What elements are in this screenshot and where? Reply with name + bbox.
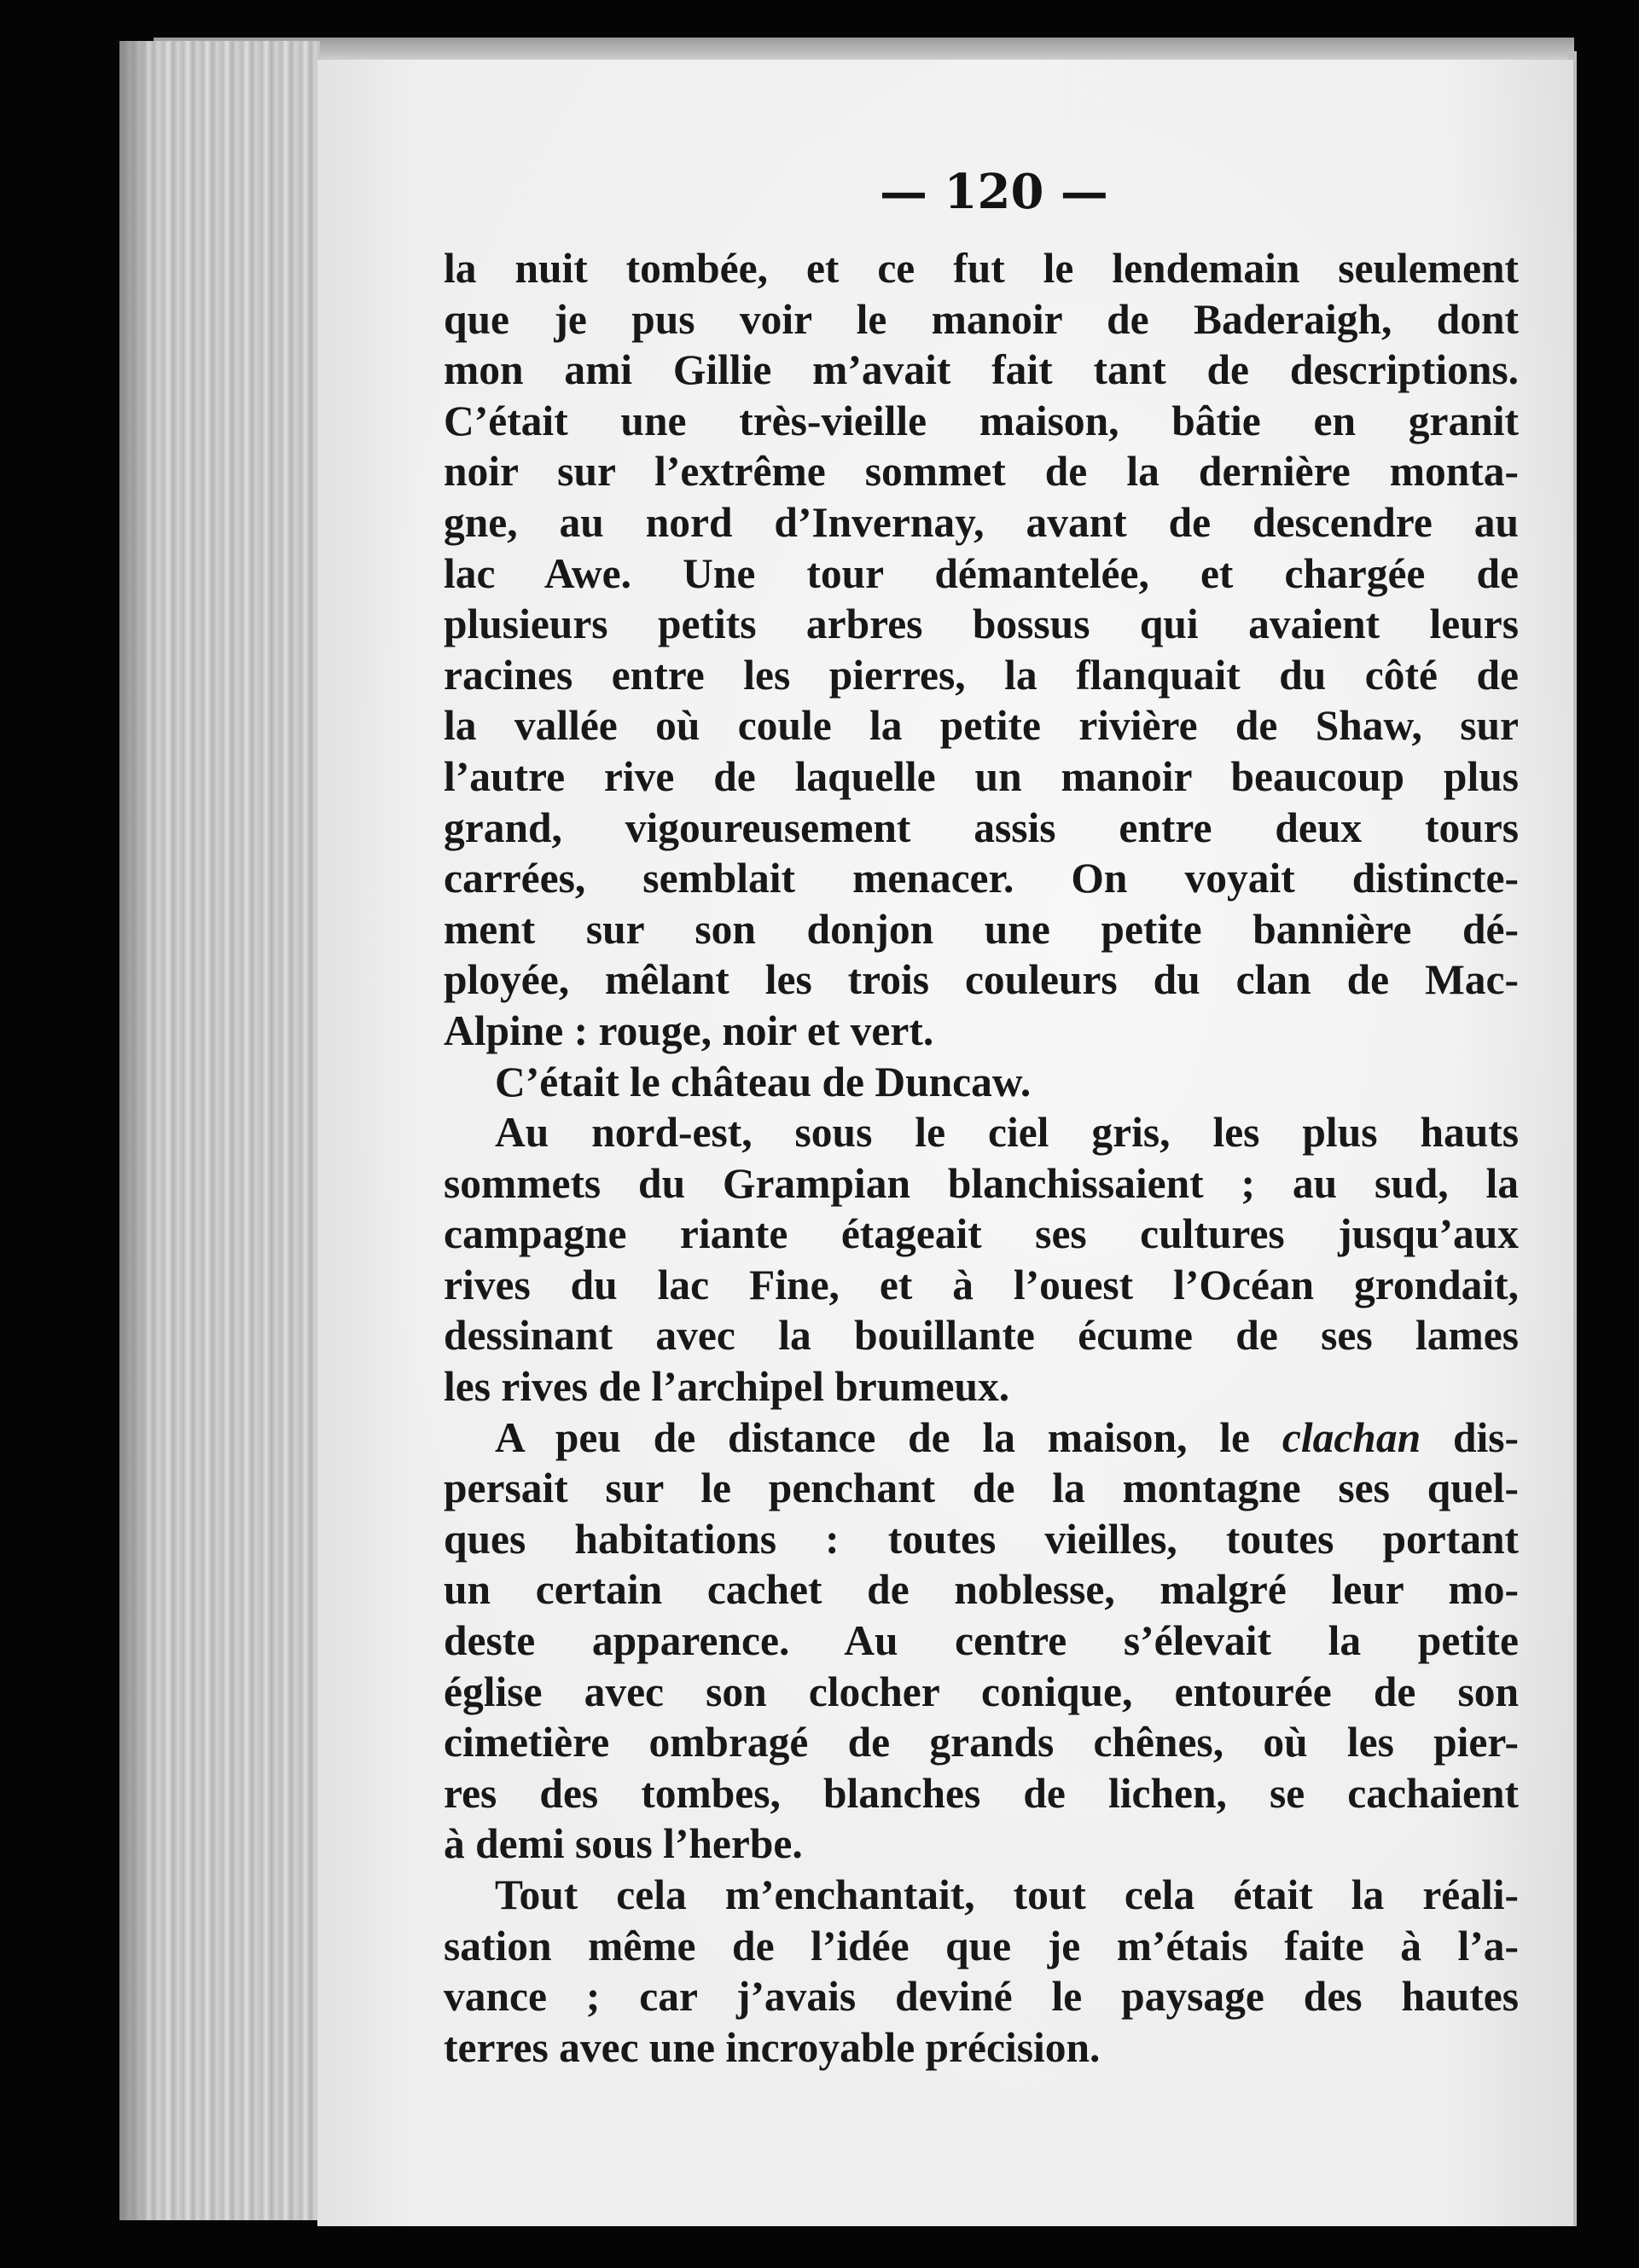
text-line: lac Awe. Une tour démantelée, et chargée de (444, 549, 1519, 597)
text-line: sommets du Grampian blanchissaient ; au sud, la (444, 1159, 1519, 1207)
text-line: Alpine : rouge, noir et vert. (444, 1006, 934, 1054)
paragraph (444, 1412, 1519, 1870)
text-line: noir sur l’extrême sommet de la dernière monta- (444, 448, 1519, 496)
text-line: l’autre rive de laquelle un manoir beaucoup plus (444, 752, 1519, 800)
text-line: dessinant avec la bouillante écume de ses lames (444, 1312, 1519, 1360)
paragraph (444, 1870, 1519, 2073)
text-line: A peu de distance de la maison, le clachan dis- (495, 1413, 1519, 1461)
text-line: vance ; car j’avais deviné le paysage des hautes (444, 1973, 1519, 2021)
text-line: ment sur son donjon une petite bannière dé- (444, 905, 1519, 953)
text-line: les rives de l’archipel brumeux. (444, 1363, 1010, 1411)
text-line: campagne riante étageait ses cultures jusqu’aux (444, 1210, 1519, 1258)
text-line: C’était le château de Duncaw. (495, 1058, 1032, 1105)
paragraph (444, 1107, 1519, 1412)
text-line: deste apparence. Au centre s’élevait la petite (444, 1617, 1519, 1665)
italic-word: clachan (1282, 1413, 1421, 1461)
text-line: mon ami Gillie m’avait fait tant de descriptions. (444, 346, 1519, 394)
text-line: la vallée où coule la petite rivière de Shaw, sur (444, 702, 1519, 750)
text-line: Tout cela m’enchantait, tout cela était la réali- (495, 1871, 1519, 1918)
text-line: ployée, mêlant les trois couleurs du clan de Mac- (444, 956, 1519, 1004)
paragraph (444, 243, 1519, 1057)
text-line: racines entre les pierres, la flanquait du côté de (444, 651, 1519, 699)
text-line: la nuit tombée, et ce fut le lendemain seulement (444, 245, 1519, 292)
text-line: sation même de l’idée que je m’étais faite à l’a- (444, 1922, 1519, 1969)
page-number: — 120 — (880, 164, 1108, 220)
text-line: un certain cachet de noblesse, malgré leur mo- (444, 1566, 1519, 1614)
text-line: ques habitations : toutes vieilles, toutes portant (444, 1515, 1519, 1563)
page-edge-shadow (119, 41, 154, 2220)
text-line: à demi sous l’herbe. (444, 1820, 803, 1868)
text-line: persait sur le penchant de la montagne ses quel- (444, 1465, 1519, 1512)
text-line: res des tombes, blanches de lichen, se cachaient (444, 1769, 1519, 1817)
text-line: que je pus voir le manoir de Baderaigh, dont (444, 295, 1519, 343)
text-line: gne, au nord d’Invernay, avant de descendre au (444, 498, 1519, 546)
text-line: église avec son clocher conique, entourée de son (444, 1668, 1519, 1715)
text-line: terres avec une incroyable précision. (444, 2023, 1101, 2071)
text-line: carrées, semblait menacer. On voyait distincte- (444, 855, 1519, 902)
text-line: rives du lac Fine, et à l’ouest l’Océan grondait, (444, 1261, 1519, 1308)
text-line: cimetière ombragé de grands chênes, où les pier- (444, 1719, 1519, 1766)
body-text (444, 243, 1519, 2073)
paragraph (444, 1057, 1519, 1108)
text-line: C’était une très-vieille maison, bâtie en granit (444, 397, 1519, 444)
text-line: plusieurs petits arbres bossus qui avaient leurs (444, 600, 1519, 648)
text-line: Au nord-est, sous le ciel gris, les plus hauts (495, 1109, 1519, 1157)
text-line: grand, vigoureusement assis entre deux tours (444, 803, 1519, 851)
